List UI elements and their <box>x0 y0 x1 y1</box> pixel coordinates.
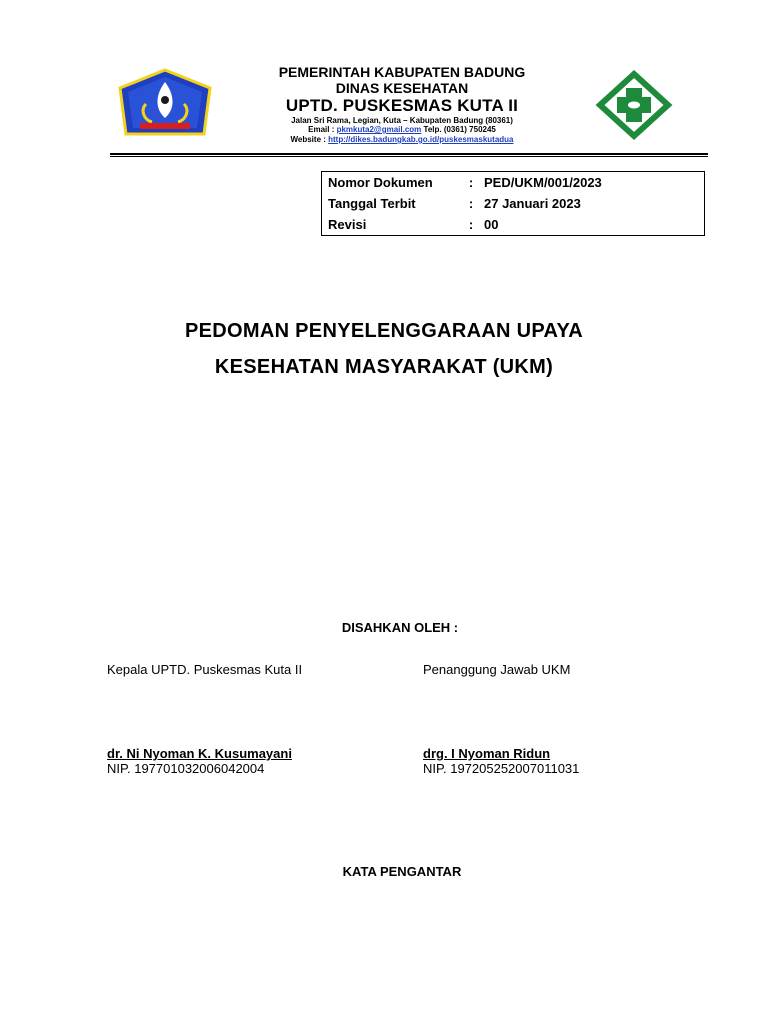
signatory-left-name: dr. Ni Nyoman K. Kusumayani <box>107 746 292 761</box>
letterhead-address: Jalan Sri Rama, Legian, Kuta – Kabupaten Badung (80361) <box>291 116 513 125</box>
foreword-heading: KATA PENGANTAR <box>342 864 462 879</box>
letterhead-government: PEMERINTAH KABUPATEN BADUNG <box>278 64 526 80</box>
signatory-right-position: Penanggung Jawab UKM <box>423 662 571 677</box>
email-label: Email : <box>308 125 337 134</box>
letterhead-department: DINAS KESEHATAN <box>335 80 469 96</box>
website-link[interactable]: http://dikes.badungkab.go.id/puskesmaskutadua <box>328 135 514 144</box>
approval-heading: DISAHKAN OLEH : <box>341 620 459 635</box>
badung-regency-emblem-icon <box>116 68 214 142</box>
issue-date-value: 27 Januari 2023 <box>484 196 581 211</box>
document-title-line-2: KESEHATAN MASYARAKAT (UKM) <box>214 356 554 378</box>
puskesmas-cross-logo-icon <box>590 66 678 144</box>
letterhead-institution: UPTD. PUSKESMAS KUTA II <box>285 96 519 115</box>
document-info-table <box>321 171 705 236</box>
table-row <box>322 193 705 214</box>
table-row <box>322 214 705 236</box>
signatory-right-name: drg. I Nyoman Ridun <box>423 746 551 761</box>
signatory-left-nip: NIP. 197701032006042004 <box>107 761 265 776</box>
letterhead-contact <box>230 125 574 135</box>
issue-date-label: Tanggal Terbit <box>328 196 416 211</box>
signatory-right-nip: NIP. 197205252007011031 <box>423 761 580 776</box>
doc-number-label: Nomor Dokumen <box>328 175 433 190</box>
separator: : <box>468 175 474 190</box>
letterhead-rule-thin <box>110 156 708 157</box>
doc-number-value: PED/UKM/001/2023 <box>484 175 602 190</box>
separator: : <box>468 217 474 232</box>
website-label: Website : <box>290 135 329 144</box>
separator: : <box>468 196 474 211</box>
phone-text: Telp. (0361) 750245 <box>421 125 496 134</box>
letterhead-website <box>230 135 574 145</box>
table-row <box>322 172 705 194</box>
letterhead-rule-thick <box>110 153 708 155</box>
revision-value: 00 <box>484 217 499 232</box>
signatory-left-position: Kepala UPTD. Puskesmas Kuta II <box>107 662 303 677</box>
revision-label: Revisi <box>328 217 367 232</box>
document-title-line-1: PEDOMAN PENYELENGGARAAN UPAYA <box>184 320 584 342</box>
email-link[interactable]: pkmkuta2@gmail.com <box>336 125 422 134</box>
